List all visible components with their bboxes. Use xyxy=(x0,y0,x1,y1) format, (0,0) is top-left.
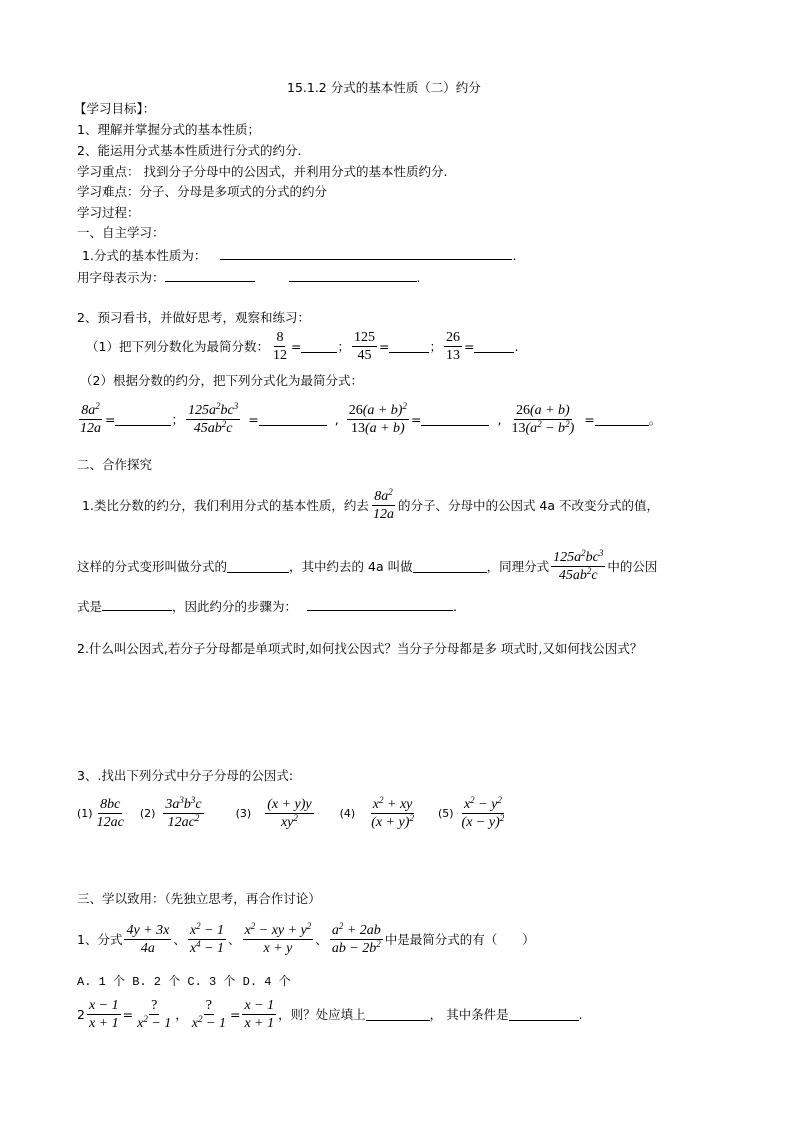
equals-sign: = xyxy=(410,411,422,427)
key-point: 学习重点： 找到分子分母中的公因式，并利用分式的基本性质约分. xyxy=(77,164,448,179)
equals-sign: = xyxy=(248,411,259,427)
denominator: 13(a + b) xyxy=(350,420,405,436)
numerator: $x^2 - y^2$ xyxy=(463,794,502,812)
fraction xyxy=(135,997,173,1032)
item-label: (4) xyxy=(339,806,356,820)
q2-text-b: ，则？处应填上 xyxy=(278,1007,366,1022)
answer-blank[interactable] xyxy=(413,560,487,573)
p2-text-d: 中的公因 xyxy=(607,559,658,574)
section2-q3: 3、.找出下列分式中分子分母的公因式: xyxy=(77,768,294,783)
fraction xyxy=(460,796,507,831)
page-title: 15.1.2 分式的基本性质（二）约分 xyxy=(287,80,481,95)
options-line: A. 1 个 B. 2 个 C. 3 个 D. 4 个 xyxy=(77,975,291,989)
denominator: $45ab^2c$ xyxy=(558,565,598,583)
numerator: $a^2 + 2ab$ xyxy=(331,920,381,938)
denominator: $13(a^2 - b^2)$ xyxy=(511,418,575,436)
denominator: $45ab^2c$ xyxy=(193,418,233,436)
fraction xyxy=(243,922,314,957)
denominator: $xy^2$ xyxy=(280,812,298,830)
fraction xyxy=(347,402,409,437)
answer-blank[interactable] xyxy=(474,340,514,353)
fraction xyxy=(242,997,276,1032)
denominator: 12a xyxy=(372,506,394,522)
fraction xyxy=(271,329,289,364)
process-label: 学习过程： xyxy=(77,205,140,220)
fraction xyxy=(124,922,171,957)
fraction xyxy=(551,549,605,584)
q1-text-b: 中是最简分式的有（ ） xyxy=(384,932,535,947)
equals-sign: = xyxy=(463,338,475,354)
denominator: x + y xyxy=(263,940,293,956)
numerator: 4y + 3x xyxy=(126,922,170,938)
p3-text-b: ，因此约分的步骤为： xyxy=(172,599,298,614)
equals-sign: = xyxy=(290,338,302,354)
denominator: 45 xyxy=(357,347,372,363)
section1-q1-letters xyxy=(77,269,421,286)
numerator: $x^2 - 1$ xyxy=(189,920,225,938)
item-label: (3) xyxy=(235,806,252,820)
common-factor-fractions-row xyxy=(77,790,508,836)
fraction xyxy=(509,402,576,437)
fraction xyxy=(87,997,121,1032)
numerator: $x^2$ − xy + $y^2$ xyxy=(244,920,312,938)
letters-label: 用字母表示为： xyxy=(77,270,165,285)
denominator: $(x - y)^2$ xyxy=(461,812,505,830)
section2-q2: 2.什么叫公因式,若分子分母都是单项式时,如何找公因式？当分子分母都是多 项式时,又如何找公因式？ xyxy=(77,641,643,656)
denominator: $12ac^2$ xyxy=(167,812,200,830)
numerator: 8bc xyxy=(100,796,121,812)
denominator: 12a xyxy=(80,420,101,436)
answer-blank[interactable] xyxy=(220,247,512,260)
separator: ； xyxy=(337,339,350,354)
fraction xyxy=(444,329,462,364)
fraction xyxy=(330,922,383,957)
letters-end: . xyxy=(416,270,421,285)
section2-p2 xyxy=(77,544,657,588)
answer-blank[interactable] xyxy=(366,1008,430,1021)
q1-text: 1.分式的基本性质为： xyxy=(82,248,207,263)
answer-blank[interactable] xyxy=(102,598,172,611)
p3-text-c: . xyxy=(453,599,458,614)
numerator: $8a^2$ xyxy=(374,486,393,504)
p2-text-c: ，同理分式 xyxy=(486,559,550,574)
denominator: 4a xyxy=(140,940,155,956)
comma: 、 xyxy=(173,932,186,947)
q2-number: 2 xyxy=(77,1006,85,1022)
period: . xyxy=(514,338,519,354)
fraction xyxy=(186,402,240,437)
comma: 、 xyxy=(228,932,241,947)
numerator: 8 xyxy=(276,329,284,345)
q2-text-c: ， 其中条件是 xyxy=(429,1007,509,1022)
answer-blank[interactable] xyxy=(301,340,337,353)
answer-blank[interactable] xyxy=(595,413,649,426)
numerator: 125 xyxy=(353,329,375,345)
denominator: $x^2 - 1$ xyxy=(137,1013,172,1031)
denominator: $x^2 - 1$ xyxy=(191,1013,226,1031)
section1-q2b: （2）根据分数的约分，把下列分式化为最简分式： xyxy=(80,373,363,388)
answer-blank[interactable] xyxy=(307,598,453,611)
comma: 、 xyxy=(315,932,328,947)
equals-sign: = xyxy=(584,411,595,427)
objectives-heading: 【学习目标】： xyxy=(74,101,156,116)
numerator: $125a^2bc^3$ xyxy=(188,400,239,418)
fraction xyxy=(371,488,396,523)
answer-blank[interactable] xyxy=(289,269,417,282)
answer-blank[interactable] xyxy=(389,340,429,353)
p1-text-b: 的分子、分母中的公因式 4a 不改变分式的值， xyxy=(397,498,659,513)
q1-end: . xyxy=(512,248,517,263)
numerator: 26(a + b) xyxy=(515,402,570,418)
difficulty: 学习难点：分子、分母是多项式的分式的约分 xyxy=(77,184,328,199)
numerator: (x + y)y xyxy=(267,796,312,812)
numerator: ? xyxy=(151,997,158,1013)
denominator: ab − $2b^2$ xyxy=(331,938,381,956)
separator: ； xyxy=(429,339,442,354)
answer-blank[interactable] xyxy=(259,413,327,426)
numerator: 26 xyxy=(445,329,460,345)
numerator: $26(a + b)^2$ xyxy=(348,400,407,418)
p3-text-a: 式是 xyxy=(77,599,103,614)
answer-blank[interactable] xyxy=(509,1008,579,1021)
q2a-label: （1）把下列分数化为最简分数： xyxy=(86,339,269,354)
denominator: 13 xyxy=(445,347,460,363)
denominator: $(x + y)^2$ xyxy=(371,812,414,830)
fraction xyxy=(190,997,228,1032)
item-label: (5) xyxy=(437,806,454,820)
numerator: $125a^2bc^3$ xyxy=(553,547,604,565)
separator: ； xyxy=(171,412,184,427)
numerator: $8a^2$ xyxy=(81,400,100,418)
equals-sign: = xyxy=(105,411,116,427)
denominator: $x^4 - 1$ xyxy=(189,938,225,956)
p2-text-b: ，其中约去的 4a 叫做 xyxy=(289,559,413,574)
answer-blank[interactable] xyxy=(115,413,171,426)
denominator: x + 1 xyxy=(88,1015,119,1031)
item-label: (2) xyxy=(139,806,156,820)
denominator: 12 xyxy=(272,347,287,363)
numerator: $x^2$ + xy xyxy=(372,794,413,812)
section3-q2: 2 $\frac{x - 1}{x + 1}$ = $\frac{?}{x^2 - 1}$ ， $\frac{?}{x^2 - 1}$ = $\frac{x - 1}{x + 1}$ ，则？处应填上 ， 其中条件是 . xyxy=(77,997,583,1031)
section3-heading: 三、学以致用：（先独立思考，再合作讨论） xyxy=(77,891,321,906)
numerator: $3a^3b^3c$ xyxy=(165,794,202,812)
fraction xyxy=(352,329,377,364)
fraction xyxy=(95,796,126,831)
objective-item: 2、能运用分式基本性质进行分式的约分. xyxy=(77,143,302,158)
item-label: (1) xyxy=(77,806,93,820)
fraction xyxy=(78,402,103,437)
answer-blank[interactable] xyxy=(227,560,289,573)
section2-heading: 二、合作探究 xyxy=(77,457,153,472)
section2-p1 xyxy=(82,482,659,528)
section1-q2: 2、预习看书，并做好思考，观察和练习： xyxy=(77,310,310,325)
numerator: ? xyxy=(205,997,212,1013)
answer-blank[interactable] xyxy=(165,269,255,282)
fraction xyxy=(188,922,226,957)
equals-sign: = xyxy=(378,338,390,354)
numerator: x − 1 xyxy=(88,997,119,1013)
algebraic-fractions-row: $\frac{8a^2}{12a}$ = ； $\frac{125a^2bc^3}{45ab^2c}$ = , $\frac{26(a + b)^2}{13(a + b)}$ = , $\frac{26(a + b)}{13(a^2 - b^2)}$ = 。 xyxy=(80,400,662,436)
answer-blank[interactable] xyxy=(421,413,489,426)
denominator: x + 1 xyxy=(244,1015,275,1031)
section1-q1 xyxy=(82,247,516,264)
q2-text-d: . xyxy=(578,1006,583,1022)
section3-q1 xyxy=(77,916,535,962)
denominator: 12ac xyxy=(96,814,124,830)
fraction xyxy=(163,796,203,831)
numerator: x − 1 xyxy=(244,997,275,1013)
numeric-fractions-row xyxy=(86,326,518,366)
fraction xyxy=(265,796,313,831)
objective-item: 1、理解并掌握分式的基本性质； xyxy=(77,122,260,137)
p1-text-a: 1.类比分数的约分，我们利用分式的基本性质，约去 xyxy=(82,498,369,513)
fraction xyxy=(369,796,416,831)
section1-heading: 一、自主学习： xyxy=(77,225,165,240)
section2-p3 xyxy=(77,598,457,615)
p2-text-a: 这样的分式变形叫做分式的 xyxy=(77,559,228,574)
q1-text-a: 1、分式 xyxy=(77,932,123,947)
